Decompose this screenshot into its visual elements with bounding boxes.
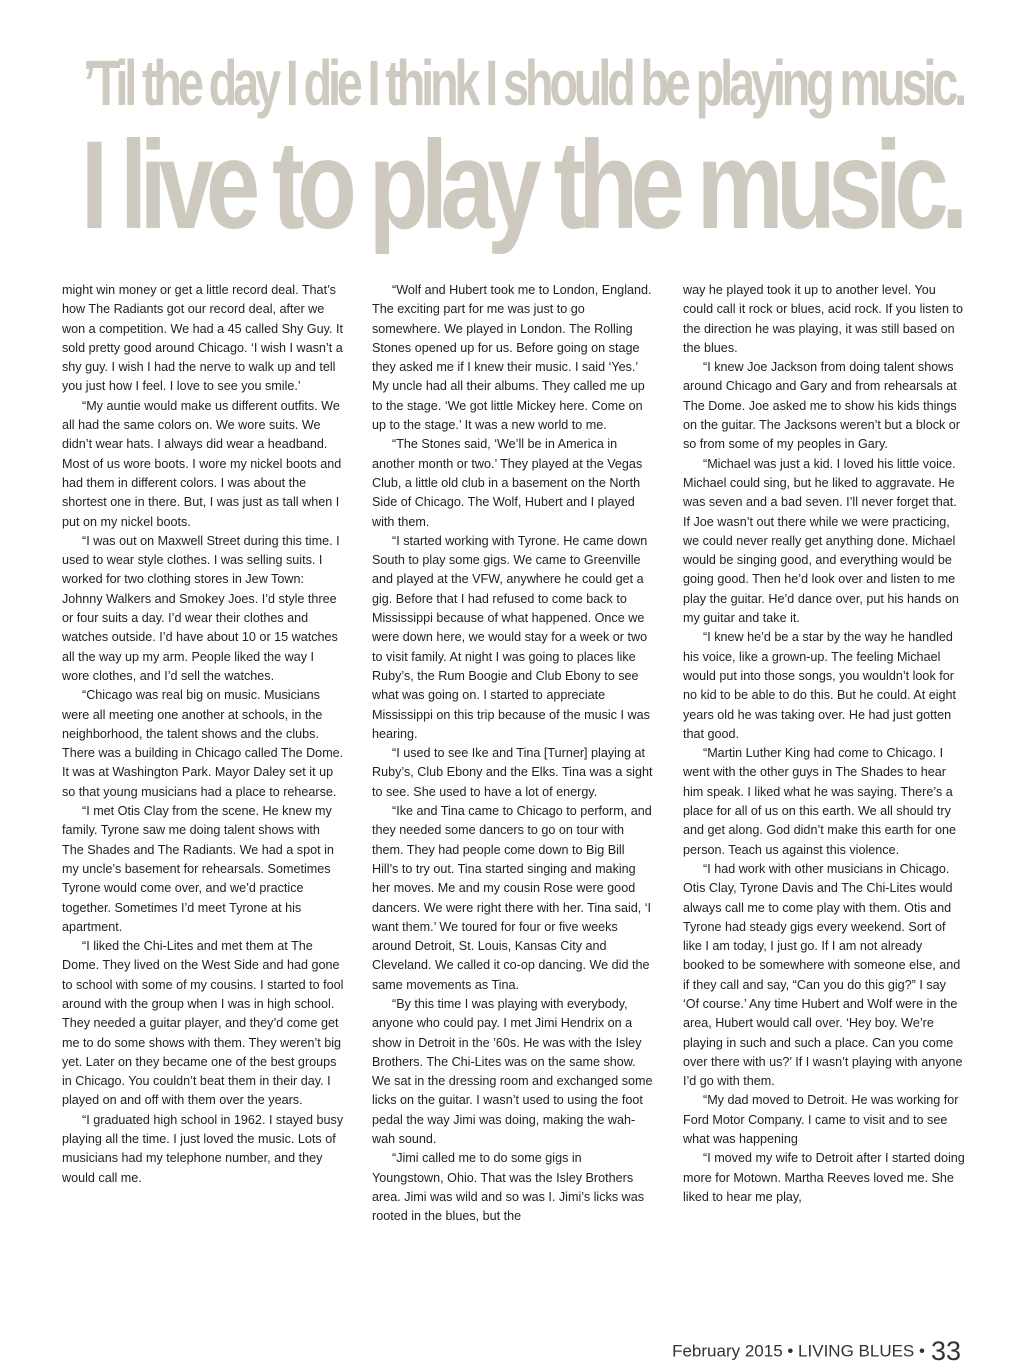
footer-publication: February 2015 • LIVING BLUES • [672, 1341, 925, 1361]
article-column-2 [372, 281, 654, 1227]
paragraph: “I had work with other musicians in Chicago. Otis Clay, Tyrone Davis and The Chi-Lites would always call me to come play with them. Otis and Tyrone had steady gigs every weekend. Sort of like I am today, I just go. If I am not already booked to be somewhere with someone else, and if they call and say, “Can you do this gig?” I say ‘Of course.’ Any time Hubert and Wolf were in the area, Hubert would call over. ‘Hey boy. We’re playing in such and such a place. Can you come over there with us?’ If I wasn’t playing with anyone I’d go with them. [683, 861, 963, 1089]
paragraph: “My auntie would make us different outfits. We all had the same colors on. We wore suits. We didn’t wear hats. I always did wear a headband. Most of us wore boots. I wore my nickel boots and had them in different colors. I was about the shortest one in there. But, I was just as tall when I put on my nickel boots. [62, 398, 342, 529]
article-column-1 [62, 281, 344, 1188]
paragraph: “Michael was just a kid. I loved his little voice. Michael could sing, but he liked to aggravate. He was seven and a bad seven. I’ll never forget that. If Joe wasn’t out there while we were practicing, we could never really get anything done. Michael would be singing good, and everything would be going good. Then he’d look over and listen to me play the guitar. He’d dance over, put his hands on my guitar and take it. [683, 456, 959, 626]
paragraph: “The Stones said, ‘We’ll be in America in another month or two.’ They played at the Vegas Club, a little old club in a basement on the North Side of Chicago. The Wolf, Hubert and I played with them. [372, 437, 643, 529]
paragraph: “I was out on Maxwell Street during this time. I used to wear style clothes. I was selling suits. I worked for two clothing stores in Jew Town: Johnny Walkers and Smokey Joes. I’d style three or four suits a day. I’d wear their clothes and watches outside. I’d have about 10 or 15 watches all the way up my arm. People liked the way I wore clothes, and I’d sell the watches. [62, 533, 340, 683]
paragraph: “I moved my wife to Detroit after I started doing more for Motown. Martha Reeves loved me. She liked to hear me play, [683, 1151, 965, 1204]
paragraph: “By this time I was playing with everybody, anyone who could pay. I met Jimi Hendrix on a show in Detroit in the ’60s. He was with the Isley Brothers. The Chi-Lites was on the same show. We sat in the dressing room and exchanged some licks on the guitar. I wasn’t used to using the foot pedal the way Jimi was doing, making the wah-wah sound. [372, 996, 653, 1147]
paragraph: “Ike and Tina came to Chicago to perform, and they needed some dancers to go on tour with them. They had people come down to Big Bill Hill’s to try out. Tina started singing and making her moves. Me and my cousin Rose were good dancers. We were right there with her. Tina said, ‘I want them.’ We toured for four or five weeks around Detroit, St. Louis, Kansas City and Cleveland. We called it co-op dancing. We did the same movements as Tina. [372, 804, 652, 992]
paragraph: “Jimi called me to do some gigs in Youngstown, Ohio. That was the Isley Brothers area. Jimi was wild and so was I. Jimi’s licks was rooted in the blues, but the [372, 1151, 645, 1224]
paragraph: “I used to see Ike and Tina [Turner] playing at Ruby’s, Club Ebony and the Elks. Tina was a sight to see. She used to have a lot of energy. [372, 746, 653, 799]
page-footer [672, 1336, 961, 1367]
paragraph: “I started working with Tyrone. He came down South to play some gigs. We came to Greenville and played at the VFW, anywhere he could get a gig. Before that I had refused to come back to Mississippi because of what happened. Once we were down here, we would stay for a week or two to visit family. At night I was going to places like Ruby’s, the Rum Boogie and Club Ebony to see what was going on. I started to appreciate Mississippi on this trip because of the music I was hearing. [372, 533, 650, 741]
article-column-3 [683, 281, 965, 1207]
paragraph: “Chicago was real big on music. Musicians were all meeting one another at schools, in the neighborhood, the talent shows and the clubs. There was a building in Chicago called The Dome. It was at Washington Park. Mayor Daley set it up so that young musicians had a place to rehearse. [62, 688, 344, 799]
pull-quote-line-1: ’Til the day I die I think I should be playing music. [82, 46, 964, 119]
paragraph: way he played took it up to another level. You could call it rock or blues, acid rock. If you listen to the direction he was playing, it was still based on the blues. [683, 283, 963, 355]
paragraph: “I graduated high school in 1962. I stayed busy playing all the time. I just loved the music. Lots of musicians had my telephone number, and they would call me. [62, 1112, 344, 1185]
paragraph: “I liked the Chi-Lites and met them at The Dome. They lived on the West Side and had gone to school with some of my cousins. I started to fool around with the group when I was in high school. They needed a guitar player, and they’d come get me to do some shows with them. They weren’t big yet. Later on they became one of the best groups in Chicago. You couldn’t beat them in their day. I played on and off with them over the years. [62, 939, 344, 1108]
paragraph: “Wolf and Hubert took me to London, England. The exciting part for me was just to go somewhere. We played in London. The Rolling Stones opened up for us. Before going on stage they asked me if I knew their music. I said ‘Yes.’ My uncle had all their albums. They called me up to the stage. ‘We got little Mickey here. Come on up to the stage.’ It was a new world to me. [372, 283, 652, 433]
paragraph: “I met Otis Clay from the scene. He knew my family. Tyrone saw me doing talent shows with The Shades and The Radiants. We had a spot in my uncle’s basement for rehearsals. Sometimes Tyrone would come over, and we’d practice together. Sometimes I’d meet Tyrone at his apartment. [62, 804, 334, 934]
paragraph: “My dad moved to Detroit. He was working for Ford Motor Company. I came to visit and to see what was happening [683, 1093, 959, 1147]
paragraph: “I knew Joe Jackson from doing talent shows around Chicago and Gary and from rehearsals at The Dome. Joe asked me to show his kids things on the guitar. The Jacksons weren’t but a block or so from some of my peoples in Gary. [683, 360, 960, 452]
paragraph: “I knew he’d be a star by the way he handled his voice, like a grown-up. The feeling Michael would put into those songs, you wouldn’t look for no kid to be able to do this. But he could. At eight years old he was taking over. He had just gotten that good. [683, 630, 957, 741]
paragraph: might win money or get a little record deal. That’s how The Radiants got our record deal, after we won a competition. We had a 45 called Shy Guy. It sold pretty good around Chicago. ‘I wish I wasn’t a shy guy. I wish I had the nerve to walk up and tell you just how I feel. I love to see you smile.’ [62, 283, 343, 394]
paragraph: “Martin Luther King had come to Chicago. I went with the other guys in The Shades to hear him speak. I liked what he was saying. There’s a place for all of us on this earth. We all should try and get along. God didn’t make this earth for one person. Teach us against this violence. [683, 746, 957, 857]
pull-quote-line-2: I live to play the music. [80, 114, 961, 256]
page-number: 33 [930, 1336, 961, 1366]
